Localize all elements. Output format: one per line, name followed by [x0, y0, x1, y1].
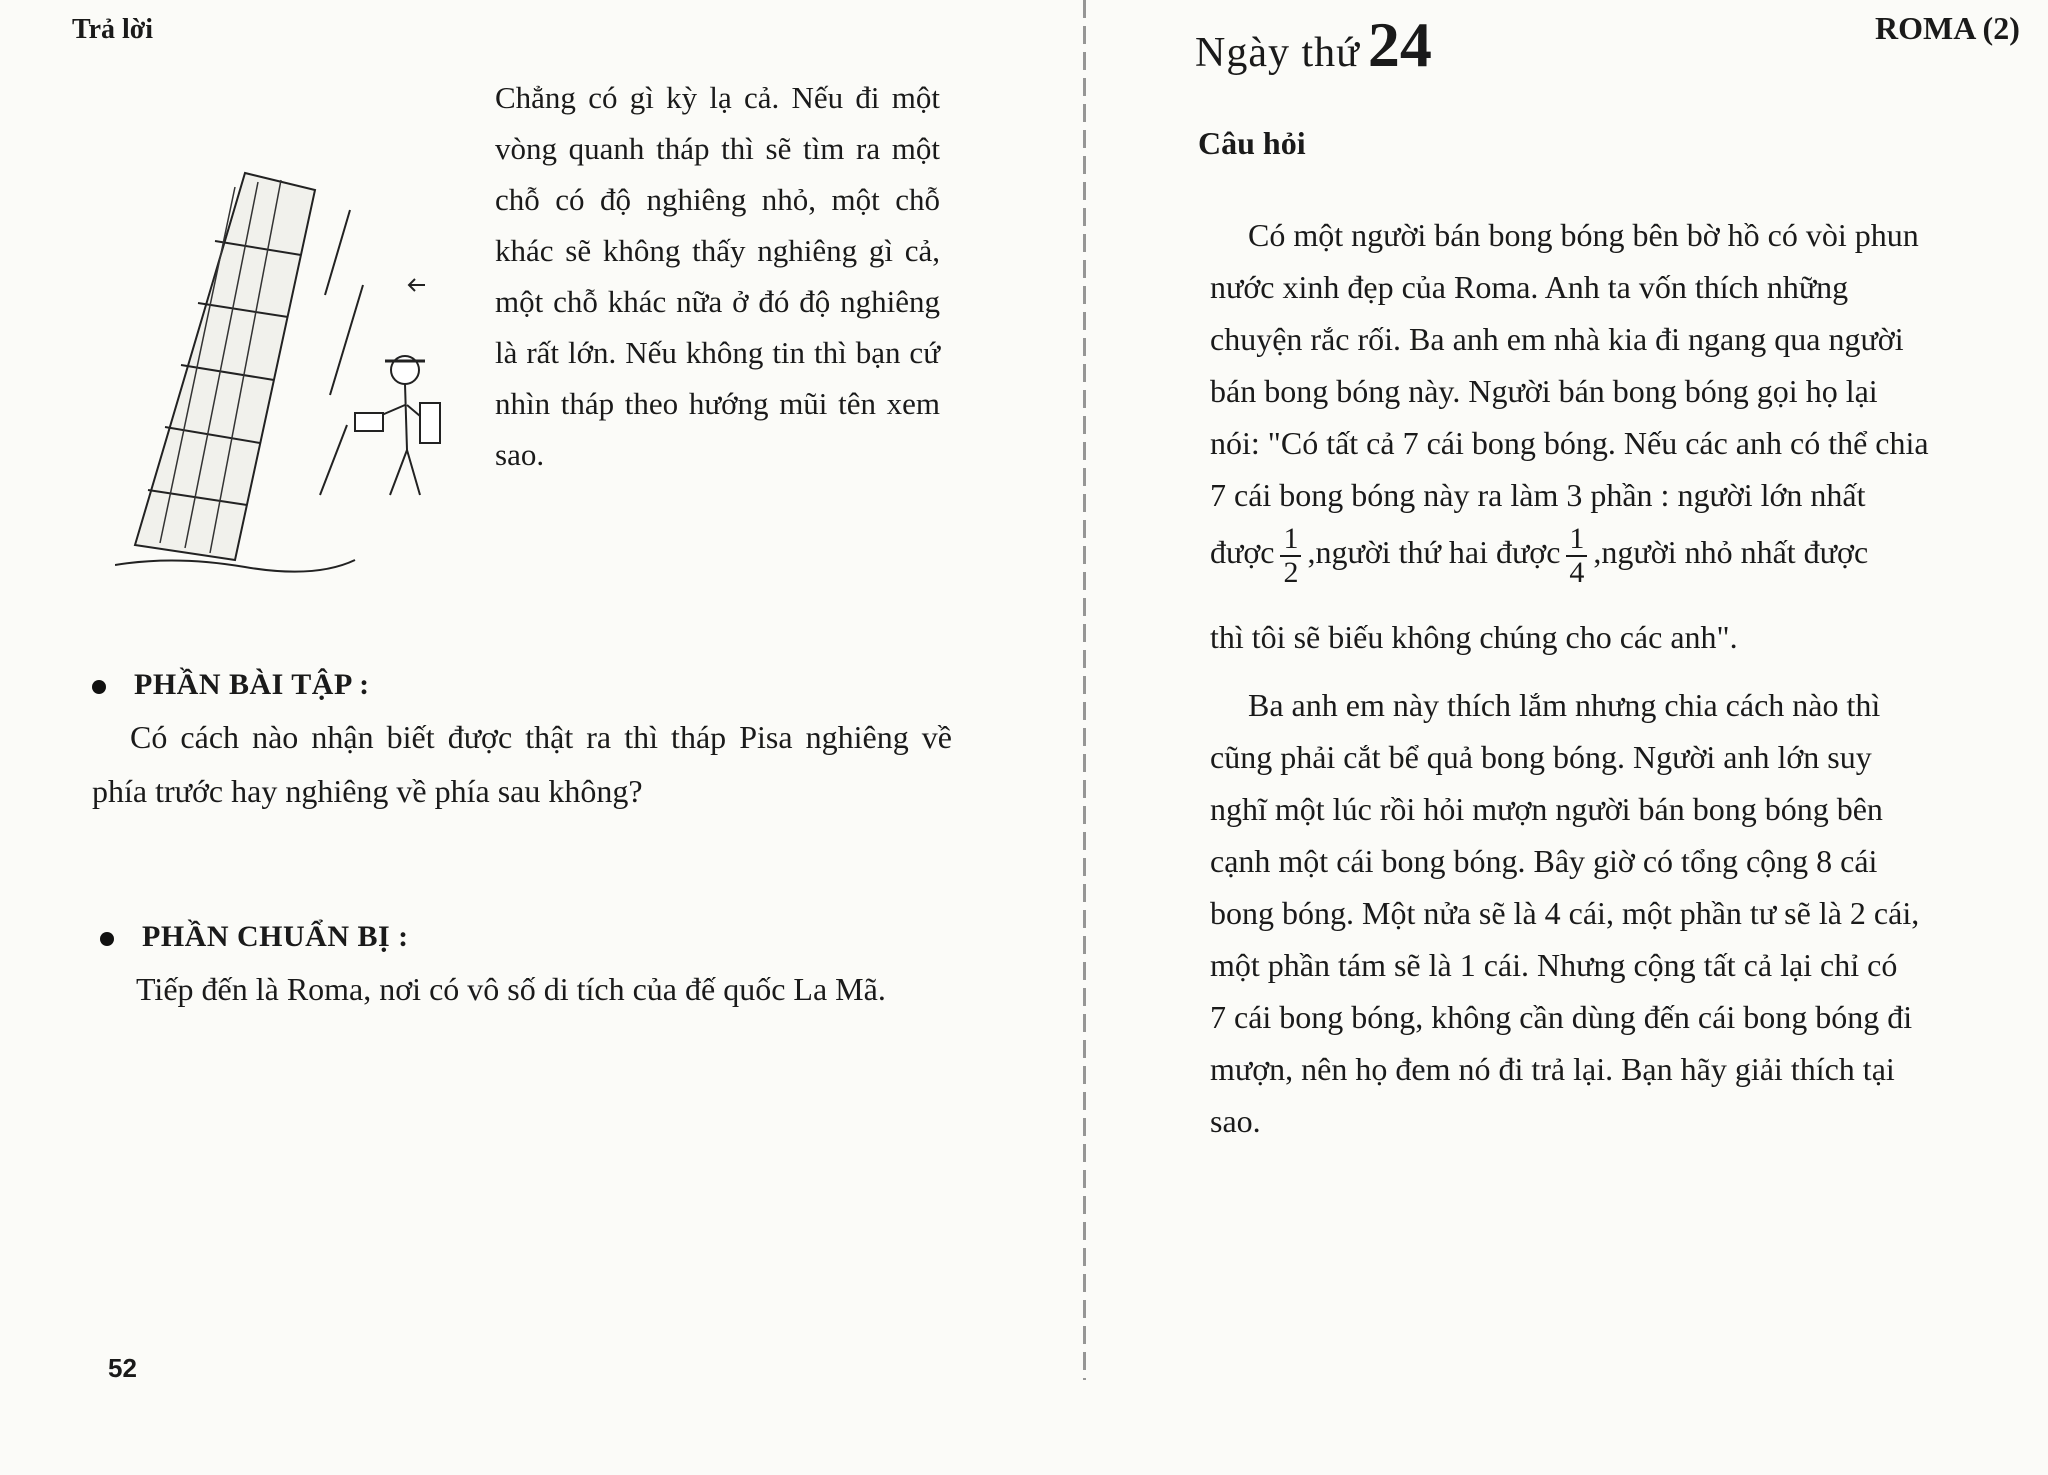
- prep-heading-label: PHẦN CHUẨN BỊ :: [142, 920, 409, 953]
- day-title: [1195, 8, 1432, 82]
- leaning-tower-illustration: [115, 165, 455, 580]
- question-heading: Câu hỏi: [1198, 125, 1306, 161]
- running-title-left: Trả lời: [72, 14, 154, 45]
- exercise-heading-label: PHẦN BÀI TẬP :: [134, 668, 370, 701]
- question-line: thì tôi sẽ biếu không chúng cho các anh".: [1210, 619, 1738, 655]
- answer-hint-line: nghĩ một lúc rồi hỏi mượn người bán bong bóng bên: [1210, 791, 1883, 827]
- answer-hint-line: Ba anh em này thích lắm nhưng chia cách nào thì: [1248, 687, 1881, 723]
- answer-hint-line: sao.: [1210, 1103, 1261, 1139]
- exercise-heading: [92, 668, 370, 702]
- bullet-icon: [92, 680, 106, 694]
- exercise-text: Có cách nào nhận biết được thật ra thì tháp Pisa nghiêng về phía trước hay nghiêng về phía sau không?: [92, 719, 952, 809]
- fraction-denominator: 4: [1569, 555, 1585, 589]
- answer-text: Chẳng có gì kỳ lạ cả. Nếu đi một vòng quanh tháp thì sẽ tìm ra một chỗ có độ nghiêng nhỏ, một chỗ khác sẽ không thấy nghiêng gì cả, một chỗ khác nữa ở đó độ nghiêng là rất lớn. Nếu không tin thì bạn cứ nhìn tháp theo hướng mũi tên xem sao.: [495, 80, 940, 472]
- fraction-numerator: 1: [1280, 523, 1301, 557]
- fraction-text: ,người thứ hai được: [1307, 534, 1561, 570]
- answer-hint-line: cũng phải cắt bể quả bong bóng. Người anh lớn suy: [1210, 739, 1872, 775]
- fraction-text: được: [1210, 534, 1275, 570]
- fraction-text: ,người nhỏ nhất được: [1593, 534, 1869, 570]
- question-line: Có một người bán bong bóng bên bờ hồ có vòi phun: [1248, 217, 1919, 253]
- day-number: 24: [1367, 9, 1432, 80]
- fraction-half: [1280, 523, 1301, 589]
- question-line: chuyện rắc rối. Ba anh em nhà kia đi ngang qua người: [1210, 321, 1904, 357]
- fraction-numerator: 1: [1566, 523, 1587, 557]
- prep-heading: [100, 920, 409, 954]
- right-page: [1100, 0, 2048, 1475]
- fraction-quarter: [1566, 523, 1587, 589]
- fraction-line: [1210, 522, 2048, 589]
- fraction-denominator: 2: [1283, 555, 1299, 589]
- day-label: Ngày thứ: [1195, 30, 1360, 76]
- question-line: nước xinh đẹp của Roma. Anh ta vốn thích những: [1210, 269, 1849, 305]
- prep-text: Tiếp đến là Roma, nơi có vô số di tích của đế quốc La Mã.: [136, 971, 886, 1007]
- answer-hint-line: mượn, nên họ đem nó đi trả lại. Bạn hãy giải thích tại: [1210, 1051, 1895, 1087]
- answer-hint-line: một phần tám sẽ là 1 cái. Nhưng cộng tất cả lại chỉ có: [1210, 947, 1898, 983]
- question-line: 7 cái bong bóng này ra làm 3 phần : người lớn nhất: [1210, 477, 1866, 513]
- running-title-right: ROMA (2): [1875, 10, 2020, 46]
- page-number: 52: [108, 1353, 137, 1383]
- question-line: nói: "Có tất cả 7 cái bong bóng. Nếu các anh có thể chia: [1210, 425, 1929, 461]
- answer-hint-line: 7 cái bong bóng, không cần dùng đến cái bong bóng đi: [1210, 999, 1913, 1035]
- answer-hint-line: bong bóng. Một nửa sẽ là 4 cái, một phần tư sẽ là 2 cái,: [1210, 895, 1920, 931]
- answer-hint-line: cạnh một cái bong bóng. Bây giờ có tổng cộng 8 cái: [1210, 843, 1878, 879]
- bullet-icon: [100, 932, 114, 946]
- book-gutter: [1083, 0, 1086, 1380]
- question-line: bán bong bóng này. Người bán bong bóng gọi họ lại: [1210, 373, 1878, 409]
